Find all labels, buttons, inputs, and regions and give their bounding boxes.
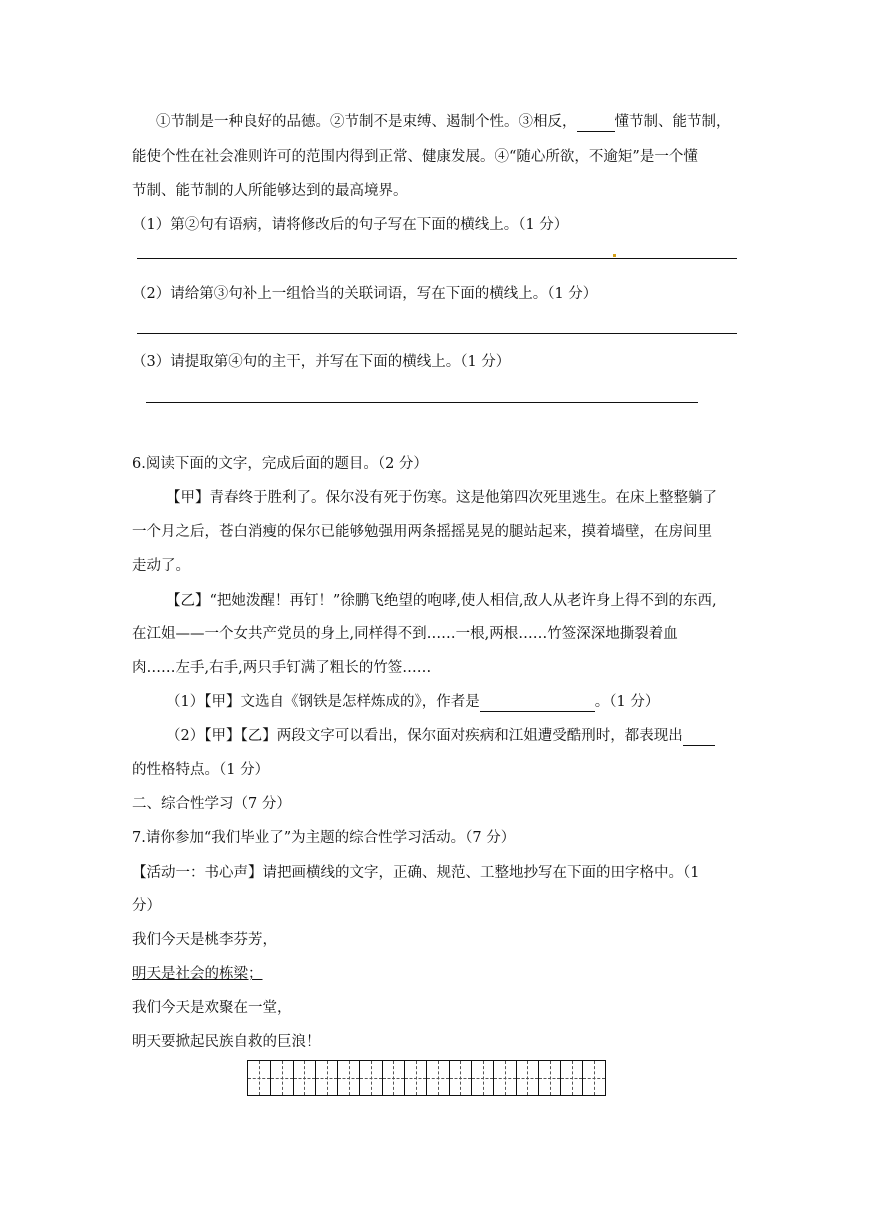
- answer-line-5-1[interactable]: [137, 258, 737, 259]
- question-6-title: 6.阅读下面的文字，完成后面的题目。（2 分）: [132, 456, 428, 472]
- passage-jia-line-1: 【甲】青春终于胜利了。保尔没有死于伤寒。这是他第四次死里逃生。在床上整整躺了: [166, 490, 717, 506]
- grid-cell[interactable]: [560, 1061, 582, 1095]
- question-5-1: （1）第②句有语病，请将修改后的句子写在下面的横线上。（1 分）: [132, 217, 569, 233]
- question-6-1: [166, 692, 659, 712]
- passage-yi-line-1: 【乙】“把她泼醒！再钉！”徐鹏飞绝望的咆哮,使人相信,敌人从老许身上得不到的东西,: [166, 593, 717, 609]
- poem-line-2-underlined: 明天是社会的栋梁；: [132, 966, 263, 982]
- passage-line-2: 能使个性在社会准则许可的范围内得到正常、健康发展。④“随心所欲，不逾矩”是一个懂: [132, 149, 698, 165]
- question-5-3: （3）请提取第④句的主干，并写在下面的横线上。（1 分）: [132, 354, 511, 370]
- grid-cell[interactable]: [582, 1061, 604, 1095]
- question-7-title: 7.请你参加“我们毕业了”为主题的综合性学习活动。（7 分）: [132, 830, 516, 846]
- passage-line-1: [156, 112, 731, 132]
- grid-cell[interactable]: [382, 1061, 404, 1095]
- grid-cell[interactable]: [337, 1061, 359, 1095]
- answer-blank[interactable]: [480, 695, 595, 712]
- question-text: （2）【甲】【乙】两段文字可以看出，保尔面对疾病和江姐遭受酷刑时，都表现出: [166, 728, 683, 744]
- poem-line-4: 明天要掀起民族自救的巨浪！: [132, 1034, 321, 1050]
- question-text: （1）【甲】文选自《钢铁是怎样炼成的》，作者是: [166, 694, 480, 710]
- tianzige-grid[interactable]: [247, 1060, 606, 1096]
- passage-jia-line-2: 一个月之后，苍白消瘦的保尔已能够勉强用两条摇摇晃晃的腿站起来，摸着墙壁，在房间里: [132, 524, 712, 540]
- poem-line-3: 我们今天是欢聚在一堂，: [132, 1000, 292, 1016]
- answer-line-5-3[interactable]: [146, 402, 698, 403]
- grid-cell[interactable]: [293, 1061, 315, 1095]
- grid-cell[interactable]: [426, 1061, 448, 1095]
- grid-cell[interactable]: [516, 1061, 538, 1095]
- grid-cell[interactable]: [493, 1061, 515, 1095]
- section-2-title: 二、综合性学习（7 分）: [132, 796, 291, 812]
- grid-cell[interactable]: [471, 1061, 493, 1095]
- grid-cell[interactable]: [449, 1061, 471, 1095]
- question-5-2: （2）请给第③句补上一组恰当的关联词语，写在下面的横线上。（1 分）: [132, 286, 598, 302]
- grid-cell[interactable]: [248, 1061, 270, 1095]
- passage-jia-line-3: 走动了。: [132, 558, 190, 574]
- answer-blank[interactable]: [577, 115, 615, 132]
- grid-cell[interactable]: [538, 1061, 560, 1095]
- passage-text: ①节制是一种良好的品德。②节制不是束缚、遏制个性。③相反，: [156, 114, 577, 130]
- activity-1-instruction-cont: 分）: [132, 898, 161, 914]
- answer-line-5-2[interactable]: [137, 333, 737, 334]
- passage-yi-line-3: 肉……左手,右手,两只手钉满了粗长的竹签……: [132, 660, 432, 676]
- activity-1-instruction: 【活动一：书心声】请把画横线的文字，正确、规范、工整地抄写在下面的田字格中。（1: [132, 865, 700, 881]
- passage-text: 懂节制、能节制，: [614, 114, 731, 130]
- passage-yi-line-2: 在江姐——一个女共产党员的身上,同样得不到……一根,两根……竹签深深地撕裂着血: [132, 626, 678, 642]
- stray-mark: [613, 254, 616, 257]
- question-text: 。（1 分）: [594, 694, 660, 710]
- answer-blank[interactable]: [683, 729, 715, 746]
- poem-line-1: 我们今天是桃李芬芳，: [132, 932, 277, 948]
- grid-cell[interactable]: [315, 1061, 337, 1095]
- grid-cell[interactable]: [359, 1061, 381, 1095]
- question-6-2-cont: 的性格特点。（1 分）: [132, 762, 270, 778]
- grid-cell[interactable]: [270, 1061, 292, 1095]
- passage-line-3: 节制、能节制的人所能够达到的最高境界。: [132, 183, 408, 199]
- grid-cell[interactable]: [404, 1061, 426, 1095]
- question-6-2: [166, 726, 715, 746]
